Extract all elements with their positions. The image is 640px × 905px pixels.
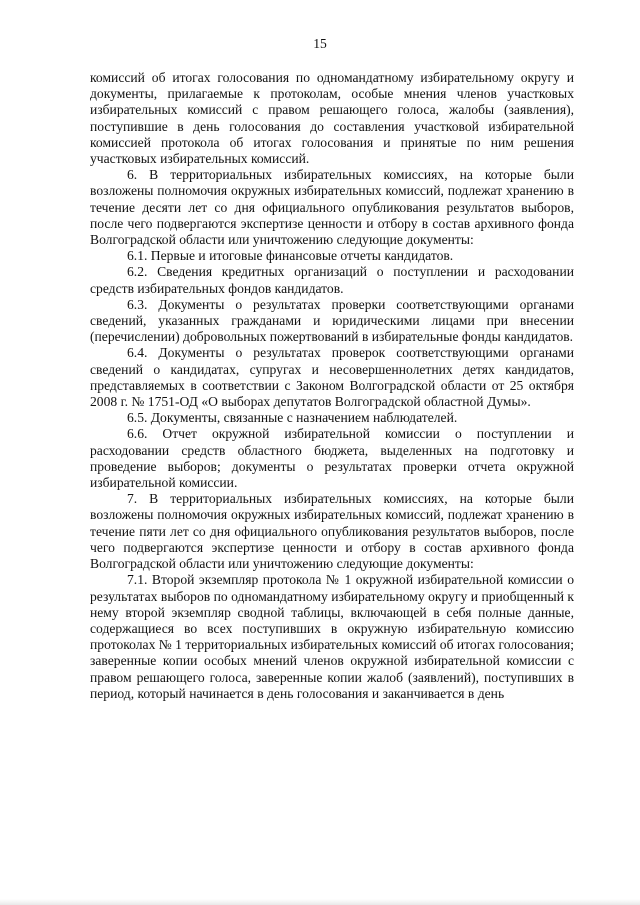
paragraph-item-6-5: 6.5. Документы, связанные с назначением наблюдателей. <box>127 410 458 426</box>
document-body <box>90 70 574 702</box>
paragraph-item-6-1: 6.1. Первые и итоговые финансовые отчеты кандидатов. <box>127 248 454 264</box>
page-number: 15 <box>313 36 327 51</box>
paragraph-continuation: комиссий об итогах голосования по одномандатному избирательному округу и документы, прилагаемые к протоколам, особые мнения членов участковых избирательных комиссий с правом решающего голоса, жалобы (заявления), поступившие в день голосования до составления участковой избирательной комиссией протокола об итогах голосования и принятые по ним решения участковых избирательных комиссий. <box>90 70 574 167</box>
page-bottom-shadow <box>0 899 640 905</box>
paragraph-section-7: 7. В территориальных избирательных комиссиях, на которые были возложены полномочия окружных избирательных комиссий, подлежат хранению в течение пяти лет со дня официального опубликования результатов выборов, после чего подвергаются экспертизе ценности и отбору в состав архивного фонда Волгоградской области или уничтожению следующие документы: <box>90 491 574 572</box>
paragraph-item-6-3: 6.3. Документы о результатах проверки соответствующими органами сведений, указанных гражданами и юридическими лицами при внесении (перечислении) добровольных пожертвований в избирательные фонды кандидатов. <box>90 296 574 345</box>
paragraph-section-6: 6. В территориальных избирательных комиссиях, на которые были возложены полномочия окружных избирательных комиссий, подлежат хранению в течение десяти лет со дня официального опубликования результатов выборов, после чего подвергаются экспертизе ценности и отбору в состав архивного фонда Волгоградской области или уничтожению следующие документы: <box>90 167 574 248</box>
paragraph-item-6-2: 6.2. Сведения кредитных организаций о поступлении и расходовании средств избирательных фондов кандидатов. <box>90 264 574 296</box>
paragraph-item-6-6: 6.6. Отчет окружной избирательной комиссии о поступлении и расходовании средств областного бюджета, выделенных на подготовку и проведение выборов; документы о результатах проверки отчета окружной избирательной комиссии. <box>90 426 574 491</box>
paragraph-item-6-4: 6.4. Документы о результатах проверок соответствующими органами сведений о кандидатах, супругах и несовершеннолетних детях кандидатов, представляемых в соответствии с Законом Волгоградской области от 25 октября 2008 г. № 1751-ОД «О выборах депутатов Волгоградской областной Думы». <box>90 345 574 410</box>
paragraph-item-7-1: 7.1. Второй экземпляр протокола № 1 окружной избирательной комиссии о результатах выборов по одномандатному избирательному округу и приобщенный к нему второй экземпляр сводной таблицы, включающей в себя полные данные, содержащиеся во всех поступивших в окружную избирательную комиссию протоколах № 1 территориальных избирательных комиссий об итогах голосования; заверенные копии особых мнений членов окружной избирательной комиссии с правом решающего голоса, заверенные копии жалоб (заявлений), поступивших в период, который начинается в день голосования и заканчивается в день <box>90 572 574 701</box>
